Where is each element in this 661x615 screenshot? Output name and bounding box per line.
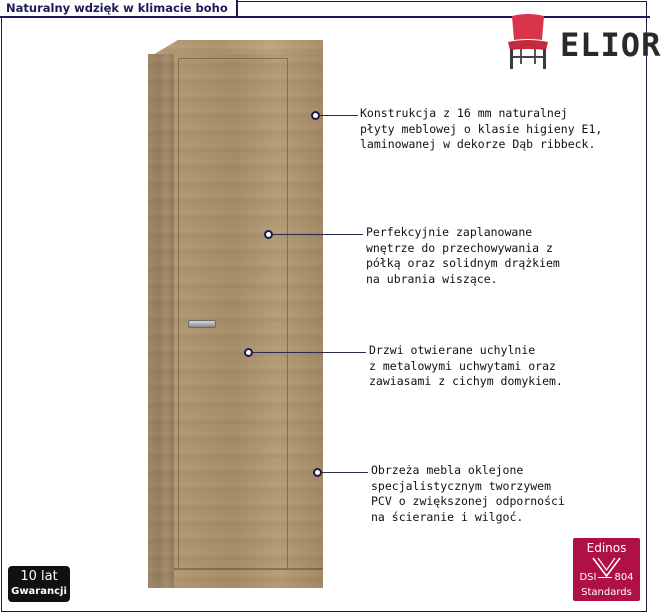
callout-text-4: Obrzeża mebla oklejone specjalistycznym tworzywem PCV o zwiększonej odporności na ścieranie i wilgoć. <box>371 463 565 524</box>
brand-name: ELIOR <box>560 26 661 64</box>
callout-line-1 <box>320 115 358 116</box>
callout-line-2 <box>273 234 363 235</box>
chair-icon <box>498 12 558 72</box>
certificate-code-right: 804 <box>614 572 634 583</box>
callout-text-3: Drzwi otwierane uchylnie z metalowymi uchwytami oraz zawiasami z cichym domykiem. <box>369 343 563 388</box>
warranty-label: Gwarancji <box>11 586 67 597</box>
certificate-brand: Edinos <box>586 541 627 555</box>
wardrobe-image <box>148 40 323 588</box>
callout-text-1: Konstrukcja z 16 mm naturalnej płyty meblowej o klasie higieny E1, laminowanej w dekorze Dąb ribbeck. <box>360 106 603 151</box>
door-handle <box>188 320 216 328</box>
callout-marker-4 <box>313 468 322 477</box>
callout-marker-1 <box>311 111 320 120</box>
wardrobe-base <box>174 568 323 588</box>
wardrobe-door <box>178 58 288 578</box>
warranty-badge <box>8 566 70 602</box>
page-title: Naturalny wdzięk w klimacie boho <box>0 0 238 18</box>
certificate-code-left: DSI <box>579 572 597 583</box>
callout-marker-2 <box>264 230 273 239</box>
callout-line-3 <box>253 352 366 353</box>
warranty-years: 10 lat <box>20 569 58 584</box>
certificate-code <box>573 572 640 584</box>
wardrobe-side <box>148 54 174 588</box>
certificate-label: Standards <box>581 587 632 598</box>
callout-text-2: Perfekcyjnie zaplanowane wnętrze do przechowywania z półką oraz solidnym drążkiem na ubrania wiszące. <box>366 225 560 286</box>
certificate-code-separator <box>598 577 612 578</box>
brand-logo <box>498 12 661 72</box>
callout-marker-3 <box>244 348 253 357</box>
callout-line-4 <box>322 472 368 473</box>
certificate-badge <box>573 538 640 601</box>
